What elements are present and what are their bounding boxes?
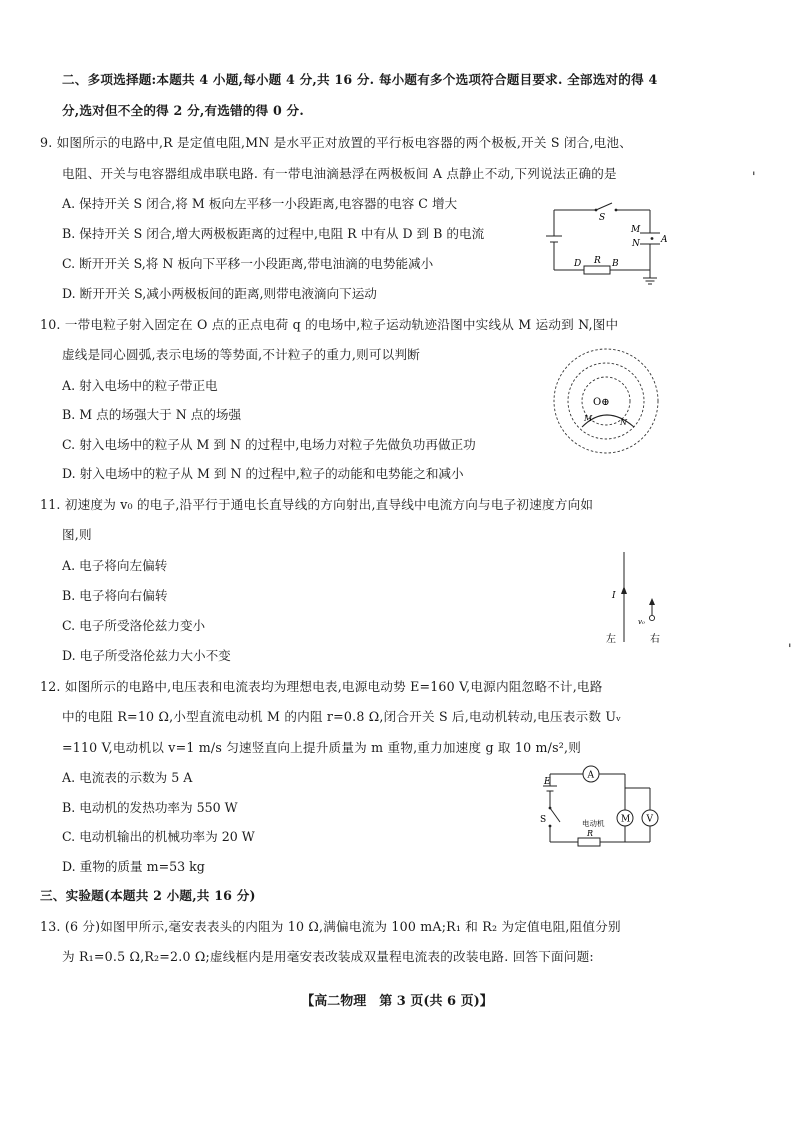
current-arrow-icon [621, 586, 627, 594]
q9-option-c: C. 断开开关 S,将 N 板向下平移一小段距离,带电油滴的电势能减小 [62, 256, 434, 271]
q11-stem-line2: 图,则 [62, 527, 92, 542]
q11-fig-label-i: I [612, 591, 616, 601]
q9-option-b: B. 保持开关 S 闭合,增大两极板距离的过程中,电阻 R 中有从 D 到 B 的电流 [62, 226, 485, 241]
q11-wire-figure [598, 550, 674, 646]
velocity-arrow-icon [649, 598, 655, 605]
q12-fig-label-r: R [587, 829, 594, 838]
q9-fig-label-s: S [599, 213, 606, 223]
q11-fig-label-v0: v₀ [638, 618, 645, 626]
q12-fig-label-s: S [540, 815, 547, 825]
q10-option-b: B. M 点的场强大于 N 点的场强 [62, 407, 242, 422]
q12-option-c: C. 电动机输出的机械功率为 20 W [62, 829, 255, 844]
q11-option-c: C. 电子所受洛伦兹力变小 [62, 618, 206, 633]
q13-stem-line2: 为 R₁=0.5 Ω,R₂=2.0 Ω;虚线框内是用毫安表改装成双量程电流表的改装电路. 回答下面问题: [62, 949, 594, 964]
q11-stem-line1: 11. 初速度为 v₀ 的电子,沿平行于通电长直导线的方向射出,直导线中电流方向与电子初速度方向如 [40, 497, 594, 512]
q12-option-a: A. 电流表的示数为 5 A [62, 770, 193, 785]
scan-mark: ' [788, 642, 792, 657]
q10-stem-line1: 10. 一带电粒子射入固定在 O 点的正点电荷 q 的电场中,粒子运动轨迹沿图中实线从 M 运动到 N,图中 [40, 317, 619, 332]
q12-stem-line3: =110 V,电动机以 v=1 m/s 匀速竖直向上提升质量为 m 重物,重力加速度 g 取 10 m/s²,则 [62, 740, 582, 755]
q10-stem-line2: 虚线是同心圆弧,表示电场的等势面,不计粒子的重力,则可以判断 [62, 347, 421, 362]
q11-option-d: D. 电子所受洛伦兹力大小不变 [62, 648, 231, 663]
q9-fig-label-r: R [594, 256, 601, 266]
q11-option-b: B. 电子将向右偏转 [62, 588, 168, 603]
q10-option-a: A. 射入电场中的粒子带正电 [62, 378, 218, 393]
q9-fig-label-b: B [612, 259, 619, 269]
q12-fig-label-a: A [587, 770, 594, 781]
q9-fig-label-a: A [661, 235, 668, 245]
q9-stem-line1: 9. 如图所示的电路中,R 是定值电阻,MN 是水平正对放置的平行板电容器的两个极板,开关 S 闭合,电池、 [40, 135, 633, 150]
q9-circuit-figure [540, 196, 670, 292]
section2-header-line2: 分,选对但不全的得 2 分,有选错的得 0 分. [62, 103, 304, 118]
q9-fig-label-n: N [632, 239, 640, 249]
q13-stem-line1: 13. (6 分)如图甲所示,毫安表表头的内阻为 10 Ω,满偏电流为 100 mA;R₁ 和 R₂ 为定值电阻,阻值分别 [40, 919, 621, 934]
q11-option-a: A. 电子将向左偏转 [62, 558, 168, 573]
q11-fig-label-right: 右 [650, 634, 660, 645]
q9-option-a: A. 保持开关 S 闭合,将 M 板向左平移一小段距离,电容器的电容 C 增大 [62, 196, 458, 211]
q10-fig-label-n: N [620, 418, 627, 427]
q10-fig-label-m: M [584, 414, 593, 423]
q12-circuit-figure [538, 764, 670, 848]
q12-fig-label-motor: 电动机 [582, 819, 605, 828]
q9-fig-label-m: M [631, 225, 641, 235]
section3-header: 三、实验题(本题共 2 小题,共 16 分) [40, 888, 256, 903]
q10-option-c: C. 射入电场中的粒子从 M 到 N 的过程中,电场力对粒子先做负功再做正功 [62, 437, 476, 452]
q12-stem-line2: 中的电阻 R=10 Ω,小型直流电动机 M 的内阻 r=0.8 Ω,闭合开关 S 后,电动机转动,电压表示数 Uᵥ [62, 709, 622, 724]
q11-fig-label-left: 左 [606, 634, 616, 645]
scan-mark: ' [752, 170, 756, 185]
q9-stem-line2: 电阻、开关与电容器组成串联电路. 有一带电油滴悬浮在两极板间 A 点静止不动,下列说法正确的是 [62, 166, 617, 181]
q12-fig-label-v: V [646, 814, 653, 825]
page-footer: 【高二物理 第 3 页(共 6 页)】 [301, 994, 493, 1009]
q12-fig-label-e: E [544, 777, 551, 787]
q9-fig-label-d: D [574, 259, 582, 269]
q12-fig-label-m: M [621, 814, 631, 825]
section2-header-line1: 二、多项选择题:本题共 4 小题,每小题 4 分,共 16 分. 每小题有多个选项符合题目要求. 全部选对的得 4 [62, 72, 658, 87]
q10-option-d: D. 射入电场中的粒子从 M 到 N 的过程中,粒子的动能和电势能之和减小 [62, 466, 464, 481]
q12-stem-line1: 12. 如图所示的电路中,电压表和电流表均为理想电表,电源电动势 E=160 V,电源内阻忽略不计,电路 [40, 679, 603, 694]
q10-field-figure [550, 345, 662, 457]
q12-option-b: B. 电动机的发热功率为 550 W [62, 800, 238, 815]
q10-fig-label-o: O⊕ [593, 397, 610, 408]
q9-option-d: D. 断开开关 S,减小两极板间的距离,则带电液滴向下运动 [62, 286, 377, 301]
q12-option-d: D. 重物的质量 m=53 kg [62, 859, 205, 874]
